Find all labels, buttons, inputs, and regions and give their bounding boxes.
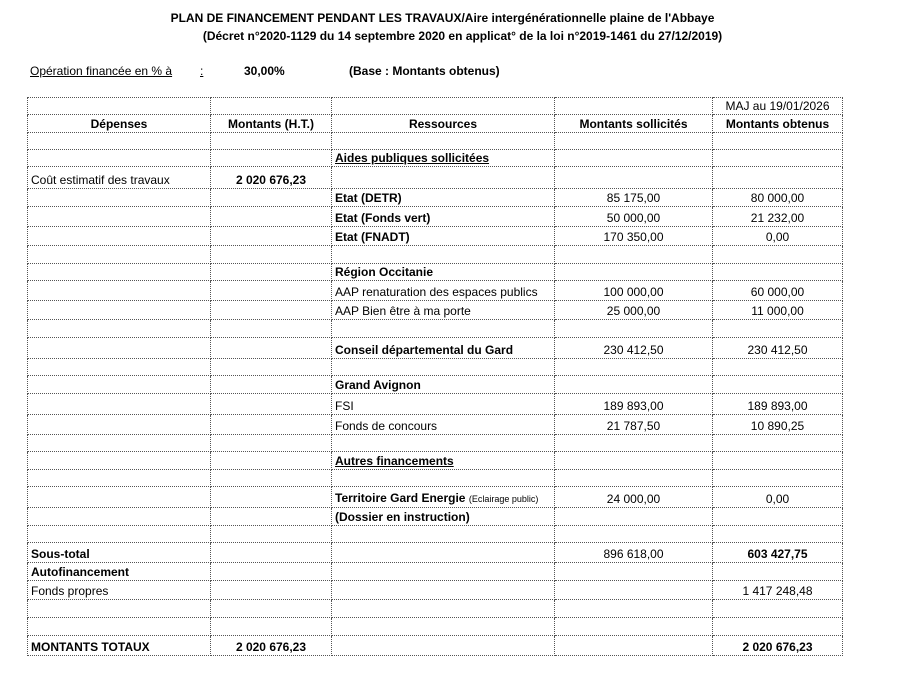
depenses-cell <box>28 189 211 207</box>
montant-obtenu-cell-text: 230 412,50 <box>747 343 808 357</box>
montant-ht-cell <box>211 150 332 167</box>
montant-ht-cell <box>211 508 332 526</box>
montant-ht-cell-text: 2 020 676,23 <box>235 173 307 187</box>
depenses-cell <box>28 150 211 167</box>
montant-sollicite-cell <box>555 338 713 359</box>
montant-obtenu-cell <box>713 581 843 600</box>
montant-sollicite-cell <box>555 636 713 656</box>
montant-sollicite-cell <box>555 301 713 320</box>
ressource-cell-text: Autres financements <box>335 454 454 468</box>
montant-sollicite-cell <box>555 526 713 543</box>
montant-obtenu-cell <box>713 338 843 359</box>
depenses-cell <box>28 508 211 526</box>
montant-obtenu-cell <box>713 563 843 581</box>
depenses-cell <box>28 301 211 320</box>
montant-obtenu-cell <box>713 150 843 167</box>
table-row <box>28 470 843 487</box>
depenses-cell <box>28 415 211 435</box>
montant-obtenu-cell <box>713 600 843 618</box>
ressource-cell <box>332 508 555 526</box>
ressource-cell <box>332 581 555 600</box>
table-row <box>28 246 843 264</box>
update-row <box>28 98 843 115</box>
table-row <box>28 167 843 189</box>
ressource-cell <box>332 563 555 581</box>
montant-ht-cell <box>211 470 332 487</box>
ressource-cell-text: Conseil départemental du Gard <box>335 343 514 357</box>
montant-obtenu-cell <box>713 394 843 415</box>
document-subtitle: (Décret n°2020-1129 du 14 septembre 2020 en applicat° de la loi n°2019-1461 du 27/12/2019) <box>202 29 723 43</box>
depenses-cell <box>28 167 211 189</box>
montant-ht-cell <box>211 227 332 246</box>
montant-sollicite-cell <box>555 452 713 470</box>
montant-obtenu-cell <box>713 264 843 281</box>
montant-obtenu-cell <box>713 246 843 264</box>
montant-sollicite-cell <box>555 150 713 167</box>
ressource-cell <box>332 227 555 246</box>
montant-obtenu-cell <box>713 281 843 301</box>
table-row <box>28 150 843 167</box>
depenses-cell-text: MONTANTS TOTAUX <box>31 640 150 654</box>
table-row <box>28 452 843 470</box>
depenses-cell <box>28 394 211 415</box>
montant-sollicite-cell <box>555 359 713 376</box>
ressource-cell <box>332 470 555 487</box>
montant-ht-cell <box>211 563 332 581</box>
ressource-cell-text: Etat (FNADT) <box>335 230 410 244</box>
montant-ht-cell <box>211 452 332 470</box>
montant-sollicite-cell <box>555 618 713 636</box>
depenses-cell <box>28 470 211 487</box>
financing-table <box>27 97 843 656</box>
ressource-cell-text: (Dossier en instruction) <box>335 510 470 524</box>
table-row <box>28 526 843 543</box>
montant-sollicite-cell-text: 230 412,50 <box>603 343 664 357</box>
montant-ht-cell <box>211 487 332 508</box>
table-row <box>28 281 843 301</box>
ressource-cell <box>332 543 555 563</box>
montant-ht-cell <box>211 264 332 281</box>
montant-sollicite-cell <box>555 167 713 189</box>
montant-obtenu-cell <box>713 636 843 656</box>
montant-obtenu-cell-text: 60 000,00 <box>750 285 805 299</box>
depenses-cell <box>28 207 211 227</box>
montant-ht-cell <box>211 581 332 600</box>
montant-ht-cell <box>211 543 332 563</box>
montant-sollicite-cell <box>555 281 713 301</box>
ressource-cell <box>332 415 555 435</box>
table-row <box>28 487 843 508</box>
table-row <box>28 227 843 246</box>
table-row <box>28 207 843 227</box>
ressource-cell-text: AAP renaturation des espaces publics <box>335 285 538 299</box>
montant-sollicite-cell <box>555 189 713 207</box>
depenses-cell-text: Sous-total <box>31 547 90 561</box>
montant-obtenu-cell <box>713 189 843 207</box>
montant-obtenu-cell <box>713 207 843 227</box>
document-title: PLAN DE FINANCEMENT PENDANT LES TRAVAUX/Aire intergénérationnelle plaine de l'Abbaye <box>170 11 715 25</box>
depenses-cell <box>28 320 211 338</box>
ressource-cell-text: Territoire Gard Energie <box>335 491 466 505</box>
montant-sollicite-cell <box>555 133 713 150</box>
montant-sollicite-cell <box>555 246 713 264</box>
montant-ht-cell <box>211 376 332 394</box>
montant-ht-cell <box>211 526 332 543</box>
ressource-cell <box>332 338 555 359</box>
montant-sollicite-cell <box>555 394 713 415</box>
montant-obtenu-cell <box>713 301 843 320</box>
operation-label: Opération financée en % à <box>30 64 173 78</box>
ressource-cell <box>332 301 555 320</box>
ressource-cell-text: Fonds de concours <box>335 419 438 433</box>
update-note: MAJ au 19/01/2026 <box>713 98 843 115</box>
ressource-cell <box>332 359 555 376</box>
montant-sollicite-cell <box>555 320 713 338</box>
montant-sollicite-cell-text: 21 787,50 <box>606 419 661 433</box>
montant-sollicite-cell-text: 189 893,00 <box>603 399 664 413</box>
table-row <box>28 320 843 338</box>
ressource-cell <box>332 636 555 656</box>
table-row <box>28 435 843 452</box>
operation-base: (Base : Montants obtenus) <box>349 64 500 78</box>
operation-percent: 30,00% <box>244 64 285 78</box>
depenses-cell <box>28 618 211 636</box>
depenses-cell <box>28 264 211 281</box>
montant-obtenu-cell <box>713 487 843 508</box>
ressource-cell <box>332 526 555 543</box>
montant-ht-cell <box>211 636 332 656</box>
ressource-note: (Eclairage public) <box>468 494 539 504</box>
ressource-cell-text: Etat (DETR) <box>335 191 402 205</box>
montant-obtenu-cell <box>713 618 843 636</box>
montant-sollicite-cell <box>555 508 713 526</box>
montant-ht-cell <box>211 133 332 150</box>
montant-sollicite-cell <box>555 376 713 394</box>
montant-obtenu-cell <box>713 452 843 470</box>
depenses-cell-text: Autofinancement <box>31 565 130 579</box>
montant-sollicite-cell-text: 50 000,00 <box>606 211 661 225</box>
depenses-cell <box>28 435 211 452</box>
table-row <box>28 415 843 435</box>
ressource-cell <box>332 281 555 301</box>
ressource-cell-text: Etat (Fonds vert) <box>335 211 431 225</box>
table-row <box>28 189 843 207</box>
ressource-cell <box>332 167 555 189</box>
montant-obtenu-cell <box>713 470 843 487</box>
montant-sollicite-cell <box>555 227 713 246</box>
montant-obtenu-cell-text: 189 893,00 <box>747 399 808 413</box>
ressource-cell-text: Région Occitanie <box>335 265 434 279</box>
montant-ht-cell <box>211 394 332 415</box>
ressource-cell <box>332 150 555 167</box>
montant-ht-cell-text: 2 020 676,23 <box>235 640 307 654</box>
col-header-montants-obtenus: Montants obtenus <box>713 115 843 133</box>
depenses-cell <box>28 281 211 301</box>
ressource-cell <box>332 133 555 150</box>
table-row <box>28 338 843 359</box>
montant-obtenu-cell <box>713 320 843 338</box>
montant-obtenu-cell <box>713 543 843 563</box>
montant-ht-cell <box>211 246 332 264</box>
montant-obtenu-cell <box>713 376 843 394</box>
montant-obtenu-cell <box>713 227 843 246</box>
depenses-cell <box>28 526 211 543</box>
ressource-cell <box>332 618 555 636</box>
table-row <box>28 359 843 376</box>
montant-sollicite-cell-text: 170 350,00 <box>603 230 664 244</box>
montant-ht-cell <box>211 207 332 227</box>
depenses-cell <box>28 359 211 376</box>
col-header-ressources: Ressources <box>332 115 555 133</box>
montant-ht-cell <box>211 435 332 452</box>
ressource-cell <box>332 246 555 264</box>
depenses-cell <box>28 487 211 508</box>
montant-obtenu-cell <box>713 415 843 435</box>
montant-sollicite-cell <box>555 264 713 281</box>
montant-ht-cell <box>211 320 332 338</box>
depenses-cell-text: Coût estimatif des travaux <box>31 173 170 187</box>
ressource-cell <box>332 264 555 281</box>
depenses-cell-text: Fonds propres <box>31 584 109 598</box>
montant-obtenu-cell-text: 0,00 <box>765 492 790 506</box>
montant-sollicite-cell <box>555 435 713 452</box>
depenses-cell <box>28 636 211 656</box>
depenses-cell <box>28 600 211 618</box>
table-row <box>28 394 843 415</box>
montant-ht-cell <box>211 618 332 636</box>
ressource-cell <box>332 435 555 452</box>
montant-obtenu-cell <box>713 435 843 452</box>
montant-ht-cell <box>211 167 332 189</box>
montant-ht-cell <box>211 189 332 207</box>
montant-obtenu-cell <box>713 508 843 526</box>
montant-obtenu-cell <box>713 359 843 376</box>
montant-sollicite-cell <box>555 581 713 600</box>
depenses-cell <box>28 543 211 563</box>
montant-obtenu-cell-text: 2 020 676,23 <box>742 640 813 654</box>
depenses-cell <box>28 452 211 470</box>
ressource-cell-text: Grand Avignon <box>335 378 421 392</box>
montant-ht-cell <box>211 359 332 376</box>
montant-sollicite-cell <box>555 487 713 508</box>
depenses-cell <box>28 338 211 359</box>
montant-obtenu-cell-text: 1 417 248,48 <box>742 584 813 598</box>
montant-obtenu-cell <box>713 526 843 543</box>
table-row <box>28 508 843 526</box>
montant-obtenu-cell-text: 603 427,75 <box>747 547 808 561</box>
ressource-cell <box>332 320 555 338</box>
depenses-cell <box>28 563 211 581</box>
montant-sollicite-cell <box>555 543 713 563</box>
col-header-depenses: Dépenses <box>28 115 211 133</box>
depenses-cell <box>28 227 211 246</box>
montant-obtenu-cell-text: 11 000,00 <box>751 304 804 318</box>
montant-obtenu-cell-text: 80 000,00 <box>750 191 805 205</box>
montant-obtenu-cell-text: 10 890,25 <box>750 419 805 433</box>
table-row <box>28 636 843 656</box>
depenses-cell <box>28 246 211 264</box>
montant-sollicite-cell <box>555 563 713 581</box>
col-header-montants-sollicites: Montants sollicités <box>555 115 713 133</box>
ressource-cell-text: Aides publiques sollicitées <box>335 151 490 165</box>
ressource-cell <box>332 452 555 470</box>
table-row <box>28 133 843 150</box>
table-row <box>28 264 843 281</box>
montant-sollicite-cell-text: 100 000,00 <box>603 285 664 299</box>
table-row <box>28 618 843 636</box>
montant-ht-cell <box>211 301 332 320</box>
table-row <box>28 600 843 618</box>
montant-obtenu-cell <box>713 167 843 189</box>
table-row <box>28 581 843 600</box>
montant-sollicite-cell-text: 24 000,00 <box>606 492 661 506</box>
montant-ht-cell <box>211 338 332 359</box>
header-row <box>28 115 843 133</box>
table-row <box>28 301 843 320</box>
montant-sollicite-cell <box>555 415 713 435</box>
montant-ht-cell <box>211 281 332 301</box>
ressource-cell-text: FSI <box>335 399 354 413</box>
montant-sollicite-cell-text: 896 618,00 <box>603 547 664 561</box>
montant-obtenu-cell-text: 21 232,00 <box>750 211 805 225</box>
ressource-cell <box>332 487 555 508</box>
table-row <box>28 563 843 581</box>
ressource-cell <box>332 376 555 394</box>
table-row <box>28 543 843 563</box>
depenses-cell <box>28 581 211 600</box>
ressource-cell-text: AAP Bien être à ma porte <box>335 304 471 318</box>
col-header-montants-ht: Montants (H.T.) <box>211 115 332 133</box>
montant-obtenu-cell-text: 0,00 <box>765 230 790 244</box>
montant-sollicite-cell-text: 25 000,00 <box>606 304 661 318</box>
ressource-cell <box>332 207 555 227</box>
montant-ht-cell <box>211 600 332 618</box>
depenses-cell <box>28 376 211 394</box>
depenses-cell <box>28 133 211 150</box>
montant-obtenu-cell <box>713 133 843 150</box>
montant-sollicite-cell-text: 85 175,00 <box>606 191 661 205</box>
table-row <box>28 376 843 394</box>
montant-sollicite-cell <box>555 600 713 618</box>
montant-ht-cell <box>211 415 332 435</box>
ressource-cell <box>332 600 555 618</box>
ressource-cell <box>332 394 555 415</box>
operation-colon: : <box>200 64 204 78</box>
ressource-cell <box>332 189 555 207</box>
montant-sollicite-cell <box>555 207 713 227</box>
montant-sollicite-cell <box>555 470 713 487</box>
